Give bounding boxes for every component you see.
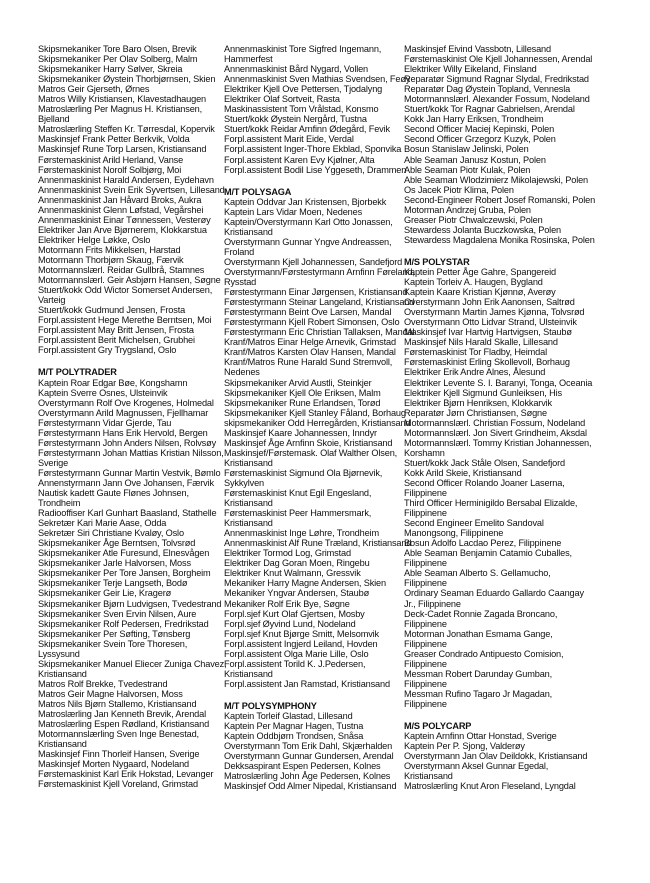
crew-entry-line: Stuert/kokk Øystein Nergård, Tustna — [224, 114, 367, 125]
crew-entry-line: Stuert/kokk Odd Wictor Somerset Andersen, — [38, 285, 213, 296]
crew-entry-line: Ordinary Seaman Eduardo Gallardo Caangay — [404, 588, 584, 599]
crew-entry-line: Kaptein Petter Åge Gahre, Spangereid — [404, 266, 556, 277]
crew-entry-line: Dekksaspirant Espen Pedersen, Kolnes — [224, 761, 381, 772]
crew-entry-line: Førstestyrmann Gunnar Martin Vestvik, Bømlo — [38, 467, 221, 478]
crew-entry-line: Førstestyrmann Einar Jørgensen, Kristiansand — [224, 287, 408, 298]
crew-entry-line: Stuert/kokk Reidar Arnfinn Ødegård, Fevik — [224, 124, 390, 135]
crew-entry-line: Forpl.assistent Ingjerd Leiland, Hovden — [224, 638, 378, 649]
crew-entry-line: Førstemaskinist Erling Skollevoll, Borhaug — [404, 357, 570, 368]
crew-entry-line: Førstemaskinist Tor Fladby, Heimdal — [404, 347, 547, 358]
crew-entry-line: Skipsmekaniker Terje Langseth, Bodø — [38, 578, 188, 589]
crew-entry-line: Kaptein/Overstyrmann Karl Otto Jonassen, — [224, 216, 393, 227]
crew-entry-line: Førstemaskinist Knut Egil Engesland, — [224, 488, 372, 499]
crew-entry-line: Motormannslærl. Alexander Fossum, Nodeland — [404, 94, 590, 105]
crew-entry-line: Forpl.assistent Berit Michelsen, Grubhei — [38, 335, 195, 346]
crew-entry-line: Kaptein Arnfinn Ottar Honstad, Sverige — [404, 731, 557, 742]
crew-entry-line: Skipsmekaniker Jarle Halvorsen, Moss — [38, 558, 191, 569]
crew-entry-line: Førstestyrmann Eric Christian Tallaksen, Mandal — [224, 327, 415, 338]
crew-entry-line: Førstestyrmann Hans Erik Hervold, Bergen — [38, 427, 208, 438]
crew-entry-line: Radiooffiser Karl Gunhart Baasland, Stathelle — [38, 508, 217, 519]
crew-entry-line: Deck-Cadet Ronnie Zagada Broncano, — [404, 608, 558, 619]
crew-entry-line: Maskinsjef Odd Almer Nipedal, Kristiansand — [224, 781, 397, 792]
section-spacer — [404, 709, 599, 719]
ship-heading: M/S POLYSTAR — [404, 256, 470, 267]
crew-entry-line: Sverige — [38, 457, 69, 468]
crew-entry-line: Skipsmekaniker Sven Ervin Nilsen, Aure — [38, 608, 197, 619]
crew-entry-line: Matros Geir Gjerseth, Ørnes — [38, 84, 150, 95]
crew-entry-line: Skipsmekaniker Per Olav Solberg, Malm — [38, 54, 198, 65]
crew-entry-line: Rysstad — [224, 277, 257, 288]
ship-heading: M/T POLYSAGA — [224, 186, 292, 197]
crew-entry-line: Elektriker Kjell Ove Pettersen, Tjodalyng — [224, 84, 383, 95]
crew-entry-line: Matros Willy Kristiansen, Klavestadhaugen — [38, 94, 206, 105]
crew-entry-line: Skipsmekaniker Øystein Thorbjørnsen, Skien — [38, 74, 216, 85]
crew-entry-line: Førstemaskinist Ole Kjell Johannessen, Arendal — [404, 54, 593, 65]
crew-entry-line: Annenstyrmann Jann Ove Johansen, Færvik — [38, 477, 214, 488]
crew-entry-line: Motormannslærl. Jon Sivert Grindheim, Aksdal — [404, 427, 587, 438]
crew-entry-line: Kaptein Oddbjørn Trondsen, Snåsa — [224, 731, 364, 742]
crew-entry-line: Forpl.sjef Kurt Olaf Gjertsen, Mosby — [224, 608, 365, 619]
crew-entry-line: Maskinassistent Tom Vrålstad, Konsmo — [224, 104, 379, 115]
crew-entry-line: Matroslærling Jan Kenneth Brevik, Arendal — [38, 709, 206, 720]
crew-entry-line: Mekaniker Rolf Erik Bye, Søgne — [224, 598, 350, 609]
crew-entry-line: Filippinene — [404, 618, 447, 629]
crew-entry-line: Annenmaskinist Alf Rune Træland, Kristiansand — [224, 538, 412, 549]
crew-entry-line: Overstyrmann Kjell Johannessen, Sandefjord — [224, 256, 403, 267]
crew-entry-line: Third Officer Herminigildo Bersabal Elizalde, — [404, 498, 578, 509]
crew-entry-line: Maskinsjef Åge Arnfinn Skoie, Kristiansand — [224, 437, 393, 448]
crew-entry-line: Filippinene — [404, 558, 447, 569]
crew-entry-line: Second Engineer Emelito Sandoval — [404, 518, 544, 529]
crew-entry-line: Nautisk kadett Gaute Flønes Johnsen, — [38, 488, 189, 499]
crew-entry-line: Filippinene — [404, 638, 447, 649]
crew-entry-line: Førstestyrmann Beint Ove Larsen, Mandal — [224, 307, 392, 318]
crew-entry-line: Førstestyrmann John Anders Nilsen, Rolvsøy — [38, 437, 217, 448]
crew-entry-line: Kristiansand — [224, 457, 273, 468]
crew-entry-line: Greaser Condrado Antipuesto Comision, — [404, 648, 564, 659]
ship-heading: M/S POLYCARP — [404, 721, 472, 732]
crew-entry-line: Filippinene — [404, 658, 447, 669]
crew-entry-line: Kristiansand — [224, 668, 273, 679]
crew-entry-line: Annenmaskinist Inge Løhre, Trondheim — [224, 528, 379, 539]
crew-entry-line: Forpl.assistent Bodil Lise Yggeseth, Drammen — [224, 164, 407, 175]
crew-entry-line: Stewardess Jolanta Buczkowska, Polen — [404, 224, 561, 235]
crew-entry-line: Matroslærling Espen Rødland, Kristiansand — [38, 719, 210, 730]
crew-entry-line: Kristiansand — [224, 518, 273, 529]
crew-entry-line: Førstemaskinist Kjell Voreland, Grimstad — [38, 779, 198, 790]
crew-entry-line: Reparatør Sigmund Ragnar Slydal, Fredrikstad — [404, 74, 589, 85]
crew-entry-line: Forpl.assistent Torild K. J.Pedersen, — [224, 658, 366, 669]
crew-entry-line: Kokk Jan Harry Eriksen, Trondheim — [404, 114, 544, 125]
crew-entry-line: Filippinene — [404, 508, 447, 519]
crew-entry-line: Elektriker Kjell Sigmund Gunleiksen, His — [404, 387, 562, 398]
crew-entry-line: Elektriker Levente S. I. Baranyi, Tonga, Oceania — [404, 377, 593, 388]
crew-entry-line: Overstyrmann Rolf Ove Krogenes, Holmedal — [38, 397, 214, 408]
crew-entry-line: Varteig — [38, 295, 66, 306]
crew-entry-line: Overstyrmann/Førstestyrmann Arnfinn Føreland, — [224, 266, 415, 277]
crew-entry-line: Greaser Piotr Chwalczewski, Polen — [404, 214, 543, 225]
crew-entry-line: Skipsmekaniker Geir Lie, Kragerø — [38, 588, 172, 599]
crew-entry-line: Førstestyrmann Kjell Robert Simonsen, Oslo — [224, 317, 400, 328]
crew-entry-line: Overstyrmann Martin James Kjønna, Tolvsrød — [404, 307, 585, 318]
crew-entry-line: Overstyrmann Gunnar Yngve Andreassen, — [224, 236, 392, 247]
crew-entry-line: Skipsmekaniker Per Søfting, Tønsberg — [38, 628, 191, 639]
crew-entry-line: Reparatør Dag Øystein Topland, Vennesla — [404, 84, 571, 95]
crew-entry-line: Elektriker Bjørn Henriksen, Klokkarvik — [404, 397, 552, 408]
crew-entry-line: Motormann Frits Mikkelsen, Harstad — [38, 244, 181, 255]
column-middle — [224, 44, 419, 791]
crew-entry-line: Maskinsjef Ivar Hartvig Hartvigsen, Staubø — [404, 327, 572, 338]
crew-entry-line: Skipsmekaniker Atle Furesund, Elnesvågen — [38, 548, 210, 559]
crew-entry-line: Kaptein Lars Vidar Moen, Nedenes — [224, 206, 363, 217]
crew-entry-line: Motorman Jonathan Esmama Gange, — [404, 628, 553, 639]
crew-entry-line: Annenmaskinist Harald Andersen, Eydehavn — [38, 174, 214, 185]
ship-heading: M/T POLYTRADER — [38, 367, 117, 378]
crew-entry-line: Motormannslærl. Christian Fossum, Nodeland — [404, 417, 586, 428]
crew-entry-line: Forpl.assistent Olga Marie Lille, Oslo — [224, 648, 369, 659]
crew-entry-line: Second Officer Maciej Kepinski, Polen — [404, 124, 555, 135]
crew-entry-line: Second Officer Rolando Joaner Laserna, — [404, 477, 565, 488]
crew-entry-line: Kristiansand — [224, 226, 273, 237]
crew-entry-line: Kranf/Matros Rune Harald Sund Stremvoll, — [224, 357, 393, 368]
crew-entry-line: Annenmaskinist Einar Tønnessen, Vesterøy — [38, 214, 211, 225]
crew-entry-line: Able Seaman Alberto S. Gellamucho, — [404, 568, 551, 579]
crew-entry-line: Overstyrmann Aksel Gunnar Egedal, — [404, 761, 549, 772]
crew-entry-line: Forpl.assistent Jan Ramstad, Kristiansand — [224, 678, 390, 689]
crew-entry-line: Manongsong, Filippinene — [404, 528, 504, 539]
crew-entry-line: Korshamn — [404, 447, 445, 458]
crew-entry-line: Førstestyrmann Steinar Langeland, Kristiansand — [224, 297, 415, 308]
crew-entry-line: Kaptein Torleif Glastad, Lillesand — [224, 711, 353, 721]
crew-entry-line: Trondheim — [38, 498, 81, 509]
crew-entry-line: Skipsmekaniker Tore Baro Olsen, Brevik — [38, 44, 197, 54]
crew-entry-line: Kaptein Per P. Sjong, Valderøy — [404, 741, 525, 752]
crew-entry-line: Skipsmekaniker Åge Berntsen, Tolvsrød — [38, 538, 196, 549]
crew-entry-line: Kaptein Roar Edgar Bøe, Kongshamn — [38, 377, 188, 388]
crew-entry-line: Second-Engineer Robert Josef Romanski, Polen — [404, 194, 596, 205]
crew-entry-line: Maskinsjef Frank Petter Berkvik, Volda — [38, 134, 190, 145]
crew-entry-line: Overstyrmann Jan Olav Deildokk, Kristiansand — [404, 751, 588, 762]
crew-entry-line: Matros Nils Bjørn Stallemo, Kristiansand — [38, 699, 197, 709]
crew-entry-line: Lyssysund — [38, 648, 80, 659]
crew-entry-line: Forpl.assistent Hege Merethe Berntsen, Moi — [38, 315, 212, 326]
crew-entry-line: Skipsmekaniker Manuel Eliecer Zuniga Chavez, — [38, 658, 227, 669]
crew-entry-line: Sekretær Siri Christiane Kvaløy, Oslo — [38, 528, 184, 539]
crew-entry-line: Skipsmekaniker Per Tore Jansen, Borgheim — [38, 568, 211, 579]
crew-entry-line: Motormannslærl. Geir Asbjørn Hansen, Søgne — [38, 275, 221, 286]
crew-entry-line: Stuert/kokk Gudmund Jensen, Frosta — [38, 305, 186, 316]
crew-entry-line: Motormannslærl. Tommy Kristian Johannessen, — [404, 437, 592, 448]
crew-entry-line: Skipsmekaniker Rolf Pedersen, Fredrikstad — [38, 618, 209, 629]
crew-entry-line: Elektriker Tormod Log, Grimstad — [224, 548, 351, 559]
crew-entry-line: Elektriker Helge Løkke, Oslo — [38, 234, 151, 245]
crew-entry-line: Stuert/kokk Tor Ragnar Gabrielsen, Arendal — [404, 104, 575, 115]
crew-entry-line: Froland — [224, 246, 255, 257]
crew-entry-line: Second Officer Grzegorz Kuzyk, Polen — [404, 134, 556, 145]
crew-entry-line: Kaptein Per Magnar Hagen, Tustna — [224, 721, 364, 732]
crew-entry-line: Maskinsjef Rune Torp Larsen, Kristiansand — [38, 144, 207, 155]
crew-entry-line: Annenmaskinist Svein Erik Syvertsen, Lillesand — [38, 184, 225, 195]
crew-entry-line: Kaptein Sverre Osnes, Ulsteinvik — [38, 387, 168, 398]
column-left — [38, 44, 233, 789]
crew-entry-line: Kaptein Oddvar Jan Kristensen, Bjorbekk — [224, 196, 387, 207]
crew-entry-line: Førstestyrmann Johan Mattias Kristian Nilsson, — [38, 447, 224, 458]
crew-entry-line: Matros Rolf Brekke, Tvedestrand — [38, 678, 168, 689]
crew-entry-line: Sekretær Kari Marie Aase, Odda — [38, 518, 167, 529]
crew-entry-line: Maskinsjef Kaare Johannessen, Inndyr — [224, 427, 377, 438]
crew-entry-line: Matroslærling Knut Aron Fleseland, Lyngdal — [404, 781, 576, 792]
crew-entry-line: Matroslærling Per Magnus H. Kristiansen, — [38, 104, 203, 115]
crew-entry-line: Mekaniker Yngvar Andersen, Staubø — [224, 588, 370, 599]
crew-entry-line: Maskinsjef Nils Harald Skalle, Lillesand — [404, 337, 558, 348]
crew-entry-line: Annenmaskinist Sven Mathias Svendsen, Feøy — [224, 74, 411, 85]
crew-entry-line: Overstyrmann John Erik Aanonsen, Saltrød — [404, 297, 575, 308]
crew-entry-line: Motormannslærl. Reidar Gullbrå, Stamnes — [38, 265, 205, 276]
crew-entry-line: Bosun Stanislaw Jelinski, Polen — [404, 144, 529, 155]
crew-entry-line: Førstemaskinist Peer Hammersmark, — [224, 508, 372, 519]
crew-entry-line: Kaptein Torleiv A. Haugen, Bygland — [404, 277, 543, 288]
crew-entry-line: Førstemaskinist Karl Erik Hokstad, Levanger — [38, 769, 214, 780]
section-spacer — [224, 175, 419, 185]
crew-entry-line: Messman Robert Darunday Gumban, — [404, 668, 553, 679]
crew-entry-line: Sykkylven — [224, 477, 265, 488]
crew-entry-line: Kristiansand — [38, 739, 87, 750]
crew-entry-line: skipsmekaniker Odd Herregården, Kristiansand — [224, 417, 411, 428]
crew-entry-line: Maskinsjef Finn Thorleif Hansen, Sverige — [38, 749, 200, 760]
crew-entry-line: Forpl.sjef Knut Bjørge Smitt, Melsomvik — [224, 628, 379, 639]
crew-entry-line: Skipsmekaniker Harry Sølver, Skreia — [38, 64, 183, 75]
crew-entry-line: Maskinsjef Morten Nygaard, Nodeland — [38, 759, 190, 770]
crew-entry-line: Skipsmekaniker Kjell Ole Eriksen, Malm — [224, 387, 381, 398]
crew-entry-line: Forpl.assistent Karen Evy Kjølner, Alta — [224, 154, 375, 165]
crew-entry-line: Forpl.assistent Gry Trygsland, Oslo — [38, 345, 177, 356]
crew-entry-line: Skipsmekaniker Svein Tore Thoresen, — [38, 638, 188, 649]
crew-entry-line: Jr., Filippinene — [404, 598, 461, 609]
crew-entry-line: Kranf/Matros Karsten Olav Hansen, Mandal — [224, 347, 396, 358]
crew-entry-line: Mekaniker Harry Magne Andersen, Skien — [224, 578, 386, 589]
crew-entry-line: Forpl.assistent Inger-Thore Ekblad, Sponvika — [224, 144, 402, 155]
section-spacer — [224, 689, 419, 699]
crew-entry-line: Able Seaman Piotr Kulak, Polen — [404, 164, 531, 175]
ship-heading: M/T POLYSYMPHONY — [224, 700, 317, 711]
crew-entry-line: Forpl.assistent May Britt Jensen, Frosta — [38, 325, 194, 336]
crew-entry-line: Reparatør Jørn Christiansen, Søgne — [404, 407, 547, 418]
section-spacer — [38, 355, 233, 365]
crew-entry-line: Overstyrmann Arild Magnussen, Fjellhamar — [38, 407, 209, 418]
crew-entry-line: Motorman Andrzej Gruba, Polen — [404, 204, 531, 215]
crew-entry-line: Kristiansand — [38, 668, 87, 679]
crew-entry-line: Annenmaskinist Tore Sigfred Ingemann, — [224, 44, 382, 54]
crew-entry-line: Annenmaskinist Bård Nygard, Vollen — [224, 64, 369, 75]
crew-entry-line: Forpl.sjef Øyvind Lund, Nodeland — [224, 618, 356, 629]
crew-entry-line: Stuert/kokk Jack Ståle Olsen, Sandefjord — [404, 457, 565, 468]
crew-entry-line: Motormann Thorbjørn Skaug, Færvik — [38, 254, 184, 265]
crew-entry-line: Overstyrmann Otto Lidvar Strand, Ulsteinvik — [404, 317, 577, 328]
crew-entry-line: Filippinene — [404, 488, 447, 499]
crew-entry-line: Matroslærling Steffen Kr. Tørresdal, Kopervik — [38, 124, 215, 135]
crew-entry-line: Able Seaman Janusz Kostun, Polen — [404, 154, 546, 165]
crew-entry-line: Able Seaman Benjamin Catamio Cuballes, — [404, 548, 572, 559]
crew-entry-line: Maskinsjef Eivind Vassbotn, Lillesand — [404, 44, 551, 54]
crew-entry-line: Kristiansand — [404, 771, 453, 782]
crew-entry-line: Elektriker Knut Walmann, Gressvik — [224, 568, 361, 579]
crew-entry-line: Førstemaskinist Arild Herland, Vanse — [38, 154, 184, 165]
crew-entry-line: Os Jacek Piotr Klima, Polen — [404, 184, 514, 195]
column-right — [404, 44, 599, 791]
crew-entry-line: Hammerfest — [224, 54, 273, 65]
crew-entry-line: Skipsmekaniker Kjell Stanley Fåland, Borhaug — [224, 407, 406, 418]
crew-entry-line: Førstemaskinist Sigmund Ola Bjørnevik, — [224, 467, 383, 478]
crew-entry-line: Filippinene — [404, 699, 447, 709]
crew-entry-line: Førstestyrmann Vidar Gjerde, Tau — [38, 417, 172, 428]
crew-entry-line: Messman Rufino Tagaro Jr Magadan, — [404, 688, 553, 699]
crew-entry-line: Annenmaskinist Jan Håvard Broks, Aukra — [38, 194, 202, 205]
crew-entry-line: Elektriker Erik Andre Alnes, Ålesund — [404, 367, 546, 378]
crew-entry-line: Bjelland — [38, 114, 70, 125]
crew-entry-line: Filippinene — [404, 578, 447, 589]
section-spacer — [404, 245, 599, 255]
crew-entry-line: Overstyrmann Tom Erik Dahl, Skjærhalden — [224, 741, 393, 752]
crew-entry-line: Kranf/Matros Einar Helge Arnevik, Grimstad — [224, 337, 396, 348]
crew-entry-line: Annenmaskinist Glenn Løfstad, Vegårshei — [38, 204, 204, 215]
crew-entry-line: Kaptein Kaare Kristian Kjønnø, Averøy — [404, 287, 556, 298]
crew-entry-line: Bosun Adolfo Lacdao Perez, Filippinene — [404, 538, 562, 549]
crew-entry-line: Maskinsjef/Førstemask. Olaf Walther Olsen, — [224, 447, 398, 458]
crew-entry-line: Stewardess Magdalena Monika Rosinska, Polen — [404, 234, 595, 245]
crew-entry-line: Filippinene — [404, 678, 447, 689]
crew-entry-line: Able Seaman Wlodzimierz Mikolajewski, Polen — [404, 174, 589, 185]
crew-entry-line: Kristiansand — [224, 498, 273, 509]
crew-entry-line: Overstyrmann Gunnar Gundersen, Arendal — [224, 751, 394, 762]
crew-entry-line: Skipsmekaniker Rune Erlandsen, Torød — [224, 397, 381, 408]
crew-entry-line: Førstemaskinist Norolf Solbjørg, Moi — [38, 164, 182, 175]
crew-entry-line: Skipsmekaniker Arvid Austli, Steinkjer — [224, 377, 372, 388]
crew-entry-line: Skipsmekaniker Bjørn Ludvigsen, Tvedestrand — [38, 598, 222, 609]
crew-entry-line: Elektriker Olaf Sortveit, Rasta — [224, 94, 340, 105]
crew-entry-line: Forpl.assistent Marit Eide, Verdal — [224, 134, 354, 145]
crew-entry-line: Matroslærling John Åge Pedersen, Kolnes — [224, 771, 391, 782]
crew-entry-line: Elektriker Willy Eikeland, Finsland — [404, 64, 537, 75]
crew-entry-line: Nedenes — [224, 367, 260, 378]
crew-entry-line: Elektriker Dag Goran Moen, Ringebu — [224, 558, 370, 569]
crew-entry-line: Motormannslærling Sven Inge Benestad, — [38, 729, 199, 740]
crew-entry-line: Kokk Arild Skeie, Kristiansand — [404, 467, 522, 478]
crew-entry-line: Matros Geir Magne Halvorsen, Moss — [38, 688, 183, 699]
crew-entry-line: Elektriker Jan Arve Bjørnerem, Klokkarstua — [38, 224, 207, 235]
